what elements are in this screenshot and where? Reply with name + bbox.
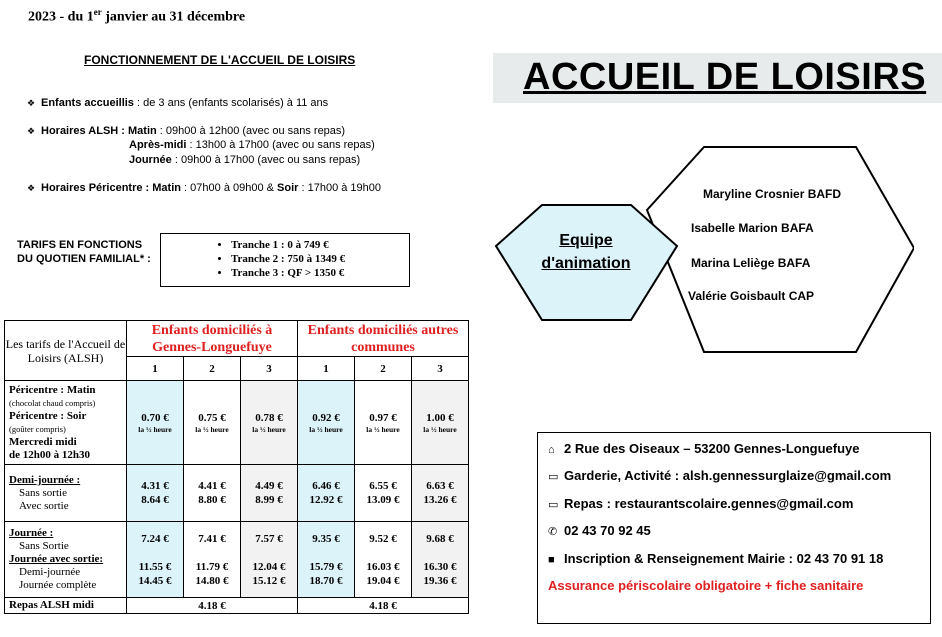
tarifs-label: TARIFS EN FONCTIONS DU QUOTIEN FAMILIAL* : — [17, 239, 151, 265]
price-cell: 6.63 € 13.26 € — [412, 465, 469, 522]
staff-member: Marina Leliège BAFA — [691, 256, 811, 270]
staff-member: Isabelle Marion BAFA — [691, 221, 814, 235]
price-cell: 0.97 € la ½ heure — [355, 381, 412, 465]
tranche-item: • Tranche 2 : 750 à 1349 € — [231, 252, 409, 266]
price-cell: 4.18 € — [298, 598, 469, 614]
staff-member: Maryline Crosnier BAFD — [703, 187, 842, 201]
price-cell: 9.52 € 16.03 € 19.04 € — [355, 522, 412, 598]
bullet-pericentre: ❖ Horaires Péricentre : Matin : 07h00 à 09h00 & Soir : 17h00 à 19h00 — [27, 182, 382, 194]
table-row — [5, 522, 469, 598]
table-corner: Les tarifs de l'Accueil de Loisirs (ALSH) — [5, 321, 127, 381]
price-cell: 4.31 € 8.64 € — [127, 465, 184, 522]
row-label-repas: Repas ALSH midi — [5, 598, 127, 614]
contact-assurance: Assurance périscolaire obligatoire + fiche sanitaire — [548, 578, 864, 593]
bullet-apres-midi: Après-midi : 13h00 à 17h00 (avec ou sans repas) — [129, 139, 375, 151]
equipe-label: Equipe d'animation — [541, 232, 631, 272]
tranche-item: • Tranche 1 : 0 à 749 € — [231, 238, 409, 252]
price-cell: 0.70 € la ½ heure — [127, 381, 184, 465]
column-header: 3 — [241, 357, 298, 381]
column-header: 2 — [355, 357, 412, 381]
price-cell: 4.18 € — [127, 598, 298, 614]
briefcase-icon: ■ — [548, 554, 555, 566]
contact-inscription: ■ Inscription & Renseignement Mairie : 02 43 70 91 18 — [548, 551, 884, 566]
column-header: 1 — [127, 357, 184, 381]
section-title: FONCTIONNEMENT DE L'ACCUEIL DE LOISIRS — [84, 53, 356, 67]
column-header: 1 — [298, 357, 355, 381]
table-row — [5, 598, 469, 614]
table-group-header: Enfants domiciliés à Gennes-Longuefuye — [127, 321, 298, 357]
price-cell: 7.41 € 11.79 € 14.80 € — [184, 522, 241, 598]
staff-hexagon — [647, 147, 914, 352]
price-cell: 0.75 € la ½ heure — [184, 381, 241, 465]
row-label-pericentre: Péricentre : Matin (chocolat chaud compris) Péricentre : Soir (goûter compris) Mercredi midi de 12h00 à 12h30 — [5, 381, 127, 465]
laptop-icon: ▭ — [548, 499, 559, 511]
tranche-box — [160, 233, 410, 287]
staff-member: Valérie Goisbault CAP — [688, 289, 815, 303]
contact-box — [537, 432, 931, 624]
house-icon: ⌂ — [548, 444, 555, 456]
price-cell: 6.46 € 12.92 € — [298, 465, 355, 522]
table-row — [5, 465, 469, 522]
contact-address: ⌂ 2 Rue des Oiseaux – 53200 Gennes-Longuefuye — [548, 441, 860, 456]
price-cell: 7.24 € 11.55 € 14.45 € — [127, 522, 184, 598]
phone-icon: ✆ — [548, 526, 558, 538]
column-header: 3 — [412, 357, 469, 381]
price-cell: 4.49 € 8.99 € — [241, 465, 298, 522]
contact-phone: ✆ 02 43 70 92 45 — [548, 523, 651, 538]
price-cell: 1.00 € la ½ heure — [412, 381, 469, 465]
contact-garderie: ▭ Garderie, Activité : alsh.gennessurglaize@gmail.com — [548, 468, 892, 483]
price-cell: 0.78 € la ½ heure — [241, 381, 298, 465]
table-group-header: Enfants domiciliés autres communes — [298, 321, 469, 357]
laptop-icon: ▭ — [548, 471, 559, 483]
banner — [493, 53, 942, 103]
bullet-horaires: ❖ Horaires ALSH : Matin : 09h00 à 12h00 (avec ou sans repas) — [27, 125, 346, 137]
diamond-bullet-icon: ❖ — [27, 98, 36, 108]
row-label-demi-journee: Demi-journée : Sans sortie Avec sortie — [5, 465, 127, 522]
contact-repas: ▭ Repas : restaurantscolaire.gennes@gmail.com — [548, 496, 854, 511]
row-label-journee: Journée : Sans Sortie Journée avec sortie: Demi-journée Journée complète — [5, 522, 127, 598]
tarif-table — [4, 320, 469, 614]
price-cell: 9.68 € 16.30 € 19.36 € — [412, 522, 469, 598]
banner-title: ACCUEIL DE LOISIRS — [523, 56, 927, 98]
diamond-bullet-icon: ❖ — [27, 126, 36, 136]
table-row — [5, 381, 469, 465]
diamond-bullet-icon: ❖ — [27, 183, 36, 193]
price-cell: 9.35 € 15.79 € 18.70 € — [298, 522, 355, 598]
column-header: 2 — [184, 357, 241, 381]
price-cell: 0.92 € la ½ heure — [298, 381, 355, 465]
price-cell: 7.57 € 12.04 € 15.12 € — [241, 522, 298, 598]
tranche-item: • Tranche 3 : QF > 1350 € — [231, 266, 409, 280]
price-cell: 4.41 € 8.80 € — [184, 465, 241, 522]
bullet-journee: Journée : 09h00 à 17h00 (avec ou sans repas) — [129, 154, 361, 166]
header-date: 2023 - du 1er janvier au 31 décembre — [28, 7, 246, 25]
bullet-enfants: ❖ Enfants accueillis : de 3 ans (enfants scolarisés) à 11 ans — [27, 97, 329, 109]
price-cell: 6.55 € 13.09 € — [355, 465, 412, 522]
